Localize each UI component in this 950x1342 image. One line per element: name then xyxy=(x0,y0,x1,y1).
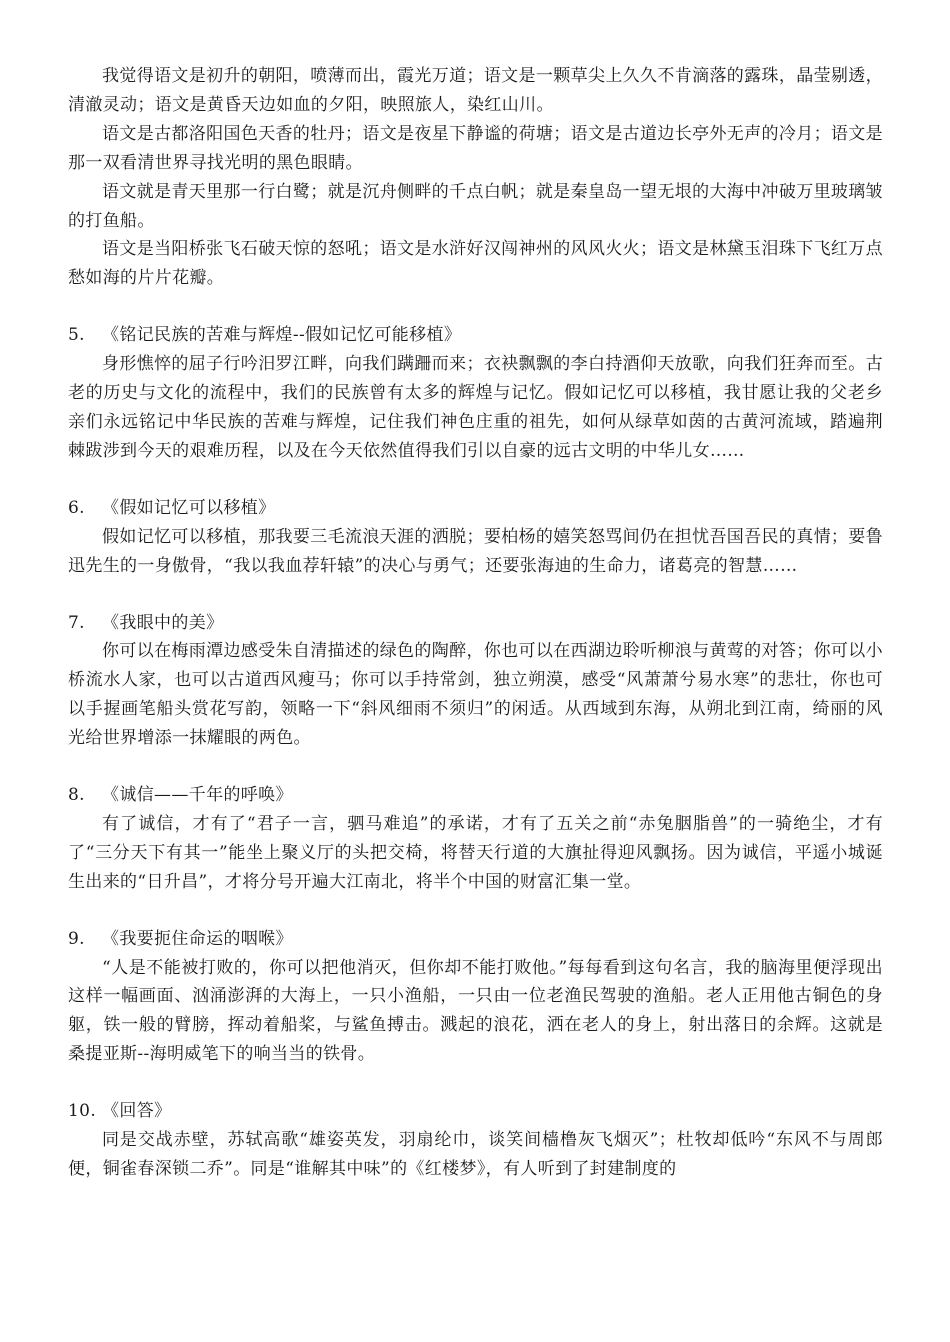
section-heading xyxy=(68,609,883,638)
section-number: 8. xyxy=(68,785,85,806)
section-heading xyxy=(68,321,883,350)
section-number: 10. xyxy=(68,1101,97,1122)
intro-paragraph: 语文是当阳桥张飞石破天惊的怒吼；语文是水浒好汉闯神州的风风火火；语文是林黛玉泪珠下飞红万点愁如海的片片花瓣。 xyxy=(68,239,883,289)
section-paragraph: 你可以在梅雨潭边感受朱自清描述的绿色的陶醉，你也可以在西湖边聆听柳浪与黄莺的对答；你可以小桥流水人家，也可以古道西风瘦马；你可以手持常剑，独立朔漠，感受“风萧萧兮易水寒”的悲壮，你也可以手握画笔船头赏花写韵，领略一下“斜风细雨不须归”的闲适。从西域到东海，从朔北到江南，绮丽的风光给世界增添一抹耀眼的两色。 xyxy=(68,641,883,749)
section-paragraph: 有了诚信，才有了“君子一言，驷马难追”的承诺，才有了五关之前“赤兔胭脂兽”的一骑绝尘，才有了“三分天下有其一”能坐上聚义厅的头把交椅，将替天行道的大旗扯得迎风飘扬。因为诚信，平遥小城诞生出来的“日升昌”，才将分号开遍大江南北，将半个中国的财富汇集一堂。 xyxy=(68,813,883,892)
section-title: 《回答》 xyxy=(102,1101,172,1122)
section-number: 6. xyxy=(68,497,85,518)
section-paragraph: 身形憔悴的屈子行吟汨罗江畔，向我们蹒跚而来；衣袂飘飘的李白持酒仰天放歌，向我们狂奔而至。古老的历史与文化的流程中，我们的民族曾有太多的辉煌与记忆。假如记忆可以移植，我甘愿让我的父老乡亲们永远铭记中华民族的苦难与辉煌，记住我们神色庄重的祖先，如何从绿草如茵的古黄河流域，踏遍荆棘跋涉到今天的艰难历程，以及在今天依然值得我们引以自豪的远古文明的中华儿女…… xyxy=(68,354,883,461)
document-page xyxy=(68,62,883,1184)
section-heading xyxy=(68,925,883,954)
intro-paragraph: 语文是古都洛阳国色天香的牡丹；语文是夜星下静谧的荷塘；语文是古道边长亭外无声的冷月；语文是那一双看清世界寻找光明的黑色眼睛。 xyxy=(68,123,883,173)
section-heading xyxy=(68,1097,883,1126)
section-paragraph: “人是不能被打败的，你可以把他消灭，但你却不能打败他。”每每看到这句名言，我的脑海里便浮现出这样一幅画面、汹涌澎湃的大海上，一只小渔船，一只由一位老渔民驾驶的渔船。老人正用他古铜色的身躯，铁一般的臂膀，挥动着船桨，与鲨鱼搏击。溅起的浪花，洒在老人的身上，射出落日的余辉。这就是桑提亚斯--海明威笔下的响当当的铁骨。 xyxy=(68,957,883,1065)
intro-paragraph: 语文就是青天里那一行白鹭；就是沉舟侧畔的千点白帆；就是秦皇岛一望无垠的大海中冲破万里玻璃皱的打鱼船。 xyxy=(68,181,883,231)
essay-section-9 xyxy=(68,925,883,1070)
essay-section-7 xyxy=(68,609,883,754)
section-title: 《诚信——千年的呼唤》 xyxy=(102,785,293,806)
essay-section-6 xyxy=(68,494,883,581)
section-paragraph: 同是交战赤壁，苏轼高歌“雄姿英发，羽扇纶巾，谈笑间樯橹灰飞烟灭”；杜牧却低吟“东风不与周郎便，铜雀春深锁二乔”。同是“谁解其中味”的《红楼梦》，有人听到了封建制度的 xyxy=(68,1130,883,1179)
section-heading xyxy=(68,494,883,523)
section-paragraph: 假如记忆可以移植，那我要三毛流浪天涯的洒脱；要柏杨的嬉笑怒骂间仍在担忧吾国吾民的真情；要鲁迅先生的一身傲骨，“我以我血荐轩辕”的决心与勇气；还要张海迪的生命力，诸葛亮的智慧…… xyxy=(68,526,883,576)
section-number: 5. xyxy=(68,325,85,346)
section-title: 《假如记忆可以移植》 xyxy=(102,497,276,518)
section-title: 《铭记民族的苦难与辉煌--假如记忆可能移植》 xyxy=(102,325,462,346)
section-heading xyxy=(68,781,883,810)
section-title: 《我眼中的美》 xyxy=(102,612,224,633)
section-number: 9. xyxy=(68,928,85,949)
intro-block xyxy=(68,62,883,293)
intro-paragraph: 我觉得语文是初升的朝阳，喷薄而出，霞光万道；语文是一颗草尖上久久不肯滴落的露珠，晶莹剔透，清澈灵动；语文是黄昏天边如血的夕阳，映照旅人，染红山川。 xyxy=(68,66,883,115)
essay-section-5 xyxy=(68,321,883,466)
essay-section-10 xyxy=(68,1097,883,1184)
section-title: 《我要扼住命运的咽喉》 xyxy=(102,928,293,949)
section-number: 7. xyxy=(68,612,85,633)
essay-section-8 xyxy=(68,781,883,897)
